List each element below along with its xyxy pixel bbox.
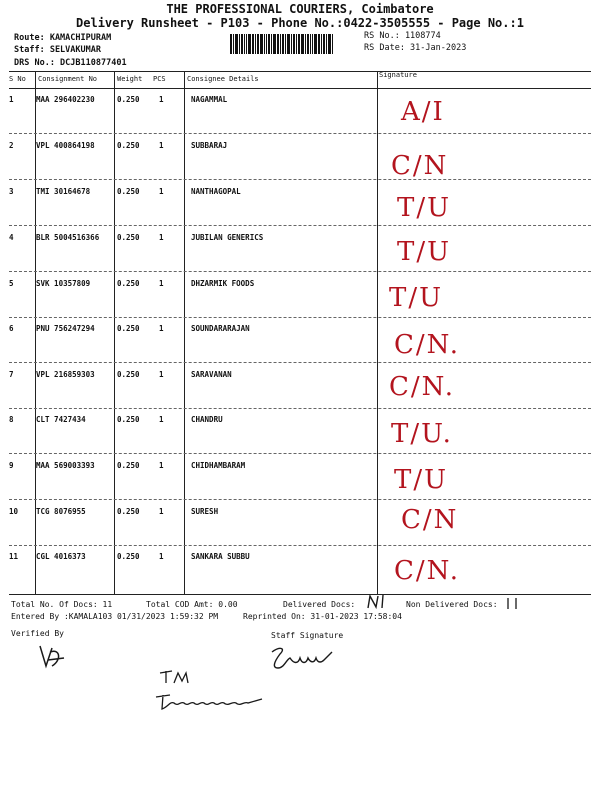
row-pcs: 1 [159,461,164,470]
row-pcs: 1 [159,552,164,561]
row-weight: 0.250 [117,233,140,242]
verified-by-label: Verified By [11,629,64,638]
row-sno: 8 [9,415,14,424]
table-row [9,187,591,234]
reprinted-on: Reprinted On: 31-01-2023 17:58:04 [243,612,402,621]
row-consignment: BLR 5004516366 [36,233,100,242]
row-pcs: 1 [159,187,164,196]
row-consignment: MAA 296402230 [36,95,95,104]
table-row [9,415,591,462]
row-weight: 0.250 [117,95,140,104]
runsheet-subtitle: Delivery Runsheet - P103 - Phone No.:0422-3505555 - Page No.:1 [76,16,524,30]
rs-date: RS Date: 31-Jan-2023 [364,43,467,53]
row-sno: 10 [9,507,19,516]
table-row [9,461,591,508]
row-signature: C/N. [394,330,461,360]
row-divider [9,499,591,500]
row-consignment: VPL 216859303 [36,370,95,379]
table-row [9,95,591,142]
col-header-signature: Signature [379,71,417,79]
row-sno: 6 [9,324,14,333]
row-consignment: TMI 30164678 [36,187,91,196]
col-header-consignment: Consignment No [38,75,98,83]
row-consignee: SANKARA SUBBU [191,552,250,561]
row-weight: 0.250 [117,187,140,196]
row-pcs: 1 [159,95,164,104]
receiver-signature [150,663,280,715]
row-signature: T/U [394,465,449,495]
row-consignee: SARAVANAN [191,370,232,379]
row-sno: 9 [9,461,14,470]
row-weight: 0.250 [117,279,140,288]
row-pcs: 1 [159,370,164,379]
row-weight: 0.250 [117,461,140,470]
non-delivered-count-handwritten [505,596,521,612]
row-signature: C/N. [389,372,456,402]
row-sno: 5 [9,279,14,288]
table-row [9,324,591,371]
row-sno: 2 [9,141,14,150]
row-weight: 0.250 [117,552,140,561]
row-consignee: SURESH [191,507,219,516]
row-signature: C/N. [394,556,461,586]
row-divider [9,453,591,454]
row-consignment: MAA 569003393 [36,461,95,470]
verifier-signature [36,642,70,672]
row-pcs: 1 [159,324,164,333]
table-row [9,279,591,326]
row-divider [9,545,591,546]
col-header-consignee: Consignee Details [187,75,259,83]
row-sno: 11 [9,552,19,561]
row-divider [9,179,591,180]
row-sno: 1 [9,95,14,104]
non-delivered-docs-label: Non Delivered Docs: [406,600,498,609]
staff-signature-label: Staff Signature [271,631,344,640]
row-sno: 7 [9,370,14,379]
row-signature: A/I [401,97,445,127]
row-pcs: 1 [159,507,164,516]
row-divider [9,362,591,363]
row-consignment: CLT 7427434 [36,415,86,424]
table-row [9,552,591,599]
entered-by: Entered By :KAMALA103 01/31/2023 1:59:32 PM [11,612,219,621]
col-header-pcs: PCS [153,75,166,83]
row-consignee: SUBBARAJ [191,141,228,150]
route-label: Route: KAMACHIPURAM [14,33,112,43]
drs-number: DRS No.: DCJB110877401 [14,58,127,68]
row-weight: 0.250 [117,141,140,150]
table-row [9,507,591,554]
row-divider [9,133,591,134]
row-consignee: SOUNDARARAJAN [191,324,250,333]
row-divider [9,317,591,318]
row-consignment: SVK 10357809 [36,279,91,288]
table-row [9,370,591,417]
runsheet-table [9,71,591,595]
row-sno: 3 [9,187,14,196]
total-cod-amount: Total COD Amt: 0.00 [146,600,238,609]
row-divider [9,408,591,409]
row-consignment: CGL 4016373 [36,552,86,561]
company-title: THE PROFESSIONAL COURIERS, Coimbatore [166,2,434,16]
row-divider [9,225,591,226]
row-pcs: 1 [159,415,164,424]
row-consignment: TCG 8076955 [36,507,86,516]
table-header [9,71,591,88]
row-signature: C/N [401,505,459,535]
staff-label: Staff: SELVAKUMAR [14,45,101,55]
table-bottom-border [9,594,591,595]
row-divider [9,271,591,272]
row-consignment: VPL 400864198 [36,141,95,150]
row-pcs: 1 [159,233,164,242]
row-consignee: CHIDHAMBARAM [191,461,246,470]
delivered-count-handwritten [365,593,389,611]
table-row [9,141,591,188]
row-weight: 0.250 [117,324,140,333]
header-divider [9,88,591,89]
row-pcs: 1 [159,141,164,150]
row-signature: T/U. [391,419,453,449]
row-weight: 0.250 [117,415,140,424]
row-weight: 0.250 [117,507,140,516]
row-consignee: NANTHAGOPAL [191,187,241,196]
total-docs: Total No. Of Docs: 11 [11,600,113,609]
row-signature: T/U [397,193,452,223]
row-signature: T/U [397,237,452,267]
rs-number: RS No.: 1108774 [364,31,441,41]
row-signature: T/U [389,283,444,313]
col-header-weight: Weight [117,75,143,83]
row-consignment: PNU 756247294 [36,324,95,333]
row-consignee: DHZARMIK FOODS [191,279,255,288]
row-weight: 0.250 [117,370,140,379]
row-sno: 4 [9,233,14,242]
row-signature: C/N [391,151,449,181]
row-consignee: CHANDRU [191,415,223,424]
barcode-image [230,34,354,54]
row-consignee: NAGAMMAL [191,95,228,104]
row-pcs: 1 [159,279,164,288]
col-header-sno: S No [9,75,26,83]
delivered-docs-label: Delivered Docs: [283,600,356,609]
table-row [9,233,591,280]
row-consignee: JUBILAN GENERICS [191,233,264,242]
